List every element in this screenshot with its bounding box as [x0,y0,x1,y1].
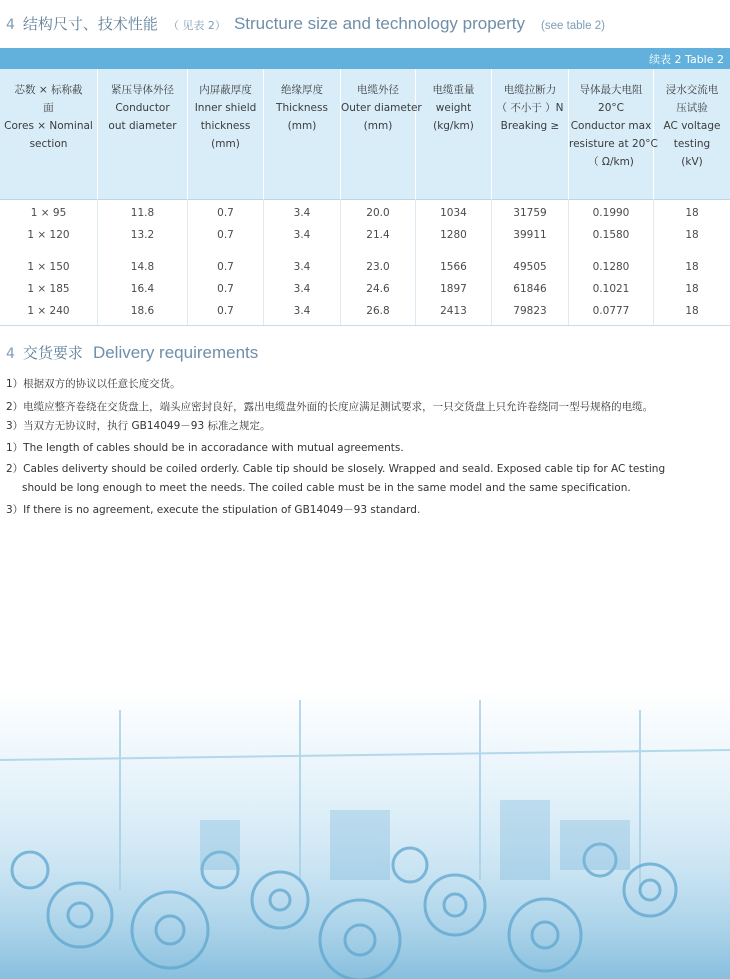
column-header-line: 浸水交流电 [665,84,719,96]
table-cell: 3.4 [264,278,341,300]
table-banner [0,48,730,69]
table-cell: 1 × 185 [0,278,98,300]
table-cell: 3.4 [264,202,341,224]
table-row [0,224,730,246]
table-label: 续表 2 Table 2 [649,53,724,66]
table-cell: 0.7 [188,256,264,278]
column-header-line: 电缆外径 [357,84,399,96]
table-row [0,300,730,322]
column-header-line: Breaking ≥ [500,120,560,132]
table-cell: 0.7 [188,202,264,224]
table-cell: 18 [685,261,699,273]
column-header-line: （ Ω/km) [588,156,634,168]
column-header-line: thickness [200,120,251,132]
column-header [416,69,492,199]
delivery-item-en-2-cont: should be long enough to meet the needs. The coiled cable must be in the same model and the same specification. [22,482,631,494]
table-cell: 18.6 [98,300,188,322]
table-cell: 3.4 [264,256,341,278]
table-row [0,202,730,224]
delivery-item-en-1: 1）The length of cables should be in accoradance with mutual agreements. [6,442,404,454]
section-note: (see table 2) [541,20,605,32]
table-cell: 61846 [492,278,569,300]
delivery-item-cn-2: 2）电缆应整齐卷绕在交货盘上，端头应密封良好，露出电缆盘外面的长度应满足测试要求，一只交货盘上只允许卷绕同一型号规格的电缆。 [6,401,654,413]
table-cell: 1566 [416,256,492,278]
table-cell: 0.0777 [569,300,654,322]
table-cell: 0.1990 [569,202,654,224]
table-cell: 1 × 95 [0,202,98,224]
table-cell: 24.6 [341,278,416,300]
column-header-line: testing [673,138,711,150]
column-header-line: 紧压导体外径 [111,84,174,96]
table-cell: 31759 [492,202,569,224]
column-header-line: (mm) [363,120,393,132]
table-cell: 18 [685,283,699,295]
column-header [98,69,188,199]
section-title-cn: 结构尺寸、技术性能 [22,15,158,33]
column-header-line: (kV) [681,156,703,168]
table-cell: 0.7 [188,300,264,322]
table-cell: 1 × 240 [0,300,98,322]
table-row [0,256,730,278]
table-cell: 23.0 [341,256,416,278]
section-table-ref: （ 见表 2） [167,19,226,32]
table-cell: 18 [685,207,699,219]
table-cell: 1280 [416,224,492,246]
table-cell: 11.8 [98,202,188,224]
table-cell: 3.4 [264,300,341,322]
column-header-line: 导体最大电阻 [579,84,643,96]
column-header-line: Inner shield [194,102,257,114]
delivery-item-en-3: 3）If there is no agreement, execute the stipulation of GB14049－93 standard. [6,504,421,516]
column-header-line: (mm) [211,138,240,150]
table-cell: 0.1580 [569,224,654,246]
column-header-line: 电缆拉断力 [503,84,557,96]
table-cell: 2413 [416,300,492,322]
table-cell: 20.0 [341,202,416,224]
column-header-line: Thickness [276,102,328,114]
column-header-line: 内屏蔽厚度 [199,84,252,96]
section-title-en: Structure size and technology property [233,14,525,33]
column-header-line: resisture at 20°C [569,138,658,150]
column-header-line: Outer diameter [341,102,422,114]
column-header-line: 芯数 × 标称截 [14,84,83,96]
delivery-title-en: Delivery requirements [92,343,259,362]
table-cell: 39911 [492,224,569,246]
delivery-section-number: 4 [6,346,15,362]
column-header [264,69,341,199]
column-header-line: Cores × Nominal [4,120,93,132]
table-cell: 16.4 [98,278,188,300]
column-header-line: (kg/km) [433,120,474,132]
table-cell: 21.4 [341,224,416,246]
table-cell: 26.8 [341,300,416,322]
delivery-item-cn-1: 1）根据双方的协议以任意长度交货。 [6,378,181,390]
delivery-item-cn-3: 3）当双方无协议时，执行 GB14049－93 标准之规定。 [6,420,271,432]
table-cell: 1 × 120 [0,224,98,246]
column-header [0,69,98,199]
column-header-line: 20°C [598,102,624,114]
column-header-line: 电缆重量 [432,84,475,96]
table-cell: 0.7 [188,224,264,246]
column-header [654,69,730,199]
column-header-line: 面 [43,102,54,114]
factory-photo [0,690,730,979]
delivery-title-cn: 交货要求 [22,344,83,362]
delivery-item-en-2: 2）Cables deliverty should be coiled orderly. Cable tip should be slosely. Wrapped and seald. Exposed cable tip for AC testing [6,463,666,475]
table-cell: 18 [685,305,699,317]
column-header-line: section [29,138,68,150]
table-cell: 18 [685,229,699,241]
table-cell: 14.8 [98,256,188,278]
column-header [341,69,422,199]
column-header-line: 绝缘厚度 [281,84,323,96]
column-header-line: 压试验 [676,102,708,114]
column-header [492,69,569,199]
table-row [0,278,730,300]
table-cell: 3.4 [264,224,341,246]
column-header-line: Conductor max [570,120,652,132]
table-cell: 79823 [492,300,569,322]
table-cell: 49505 [492,256,569,278]
column-header-line: (mm) [287,120,317,132]
column-header-line: out diameter [108,120,177,132]
table-header [0,69,730,200]
table-body [0,199,730,326]
delivery-section-title [6,342,258,363]
table-cell: 1897 [416,278,492,300]
section-title [6,13,605,34]
column-header-line: AC voltage [663,120,721,132]
section-number: 4 [6,17,15,33]
column-header-line: weight [435,102,472,114]
column-header [188,69,264,199]
column-header-line: （ 不小于 ）N [496,102,564,114]
column-header [569,69,658,199]
table-cell: 0.7 [188,278,264,300]
table-cell: 1 × 150 [0,256,98,278]
table-cell: 13.2 [98,224,188,246]
table-bottom-rule [0,325,730,326]
table-cell: 0.1280 [569,256,654,278]
column-header-line: Conductor [115,102,170,114]
table-cell: 1034 [416,202,492,224]
table-cell: 0.1021 [569,278,654,300]
